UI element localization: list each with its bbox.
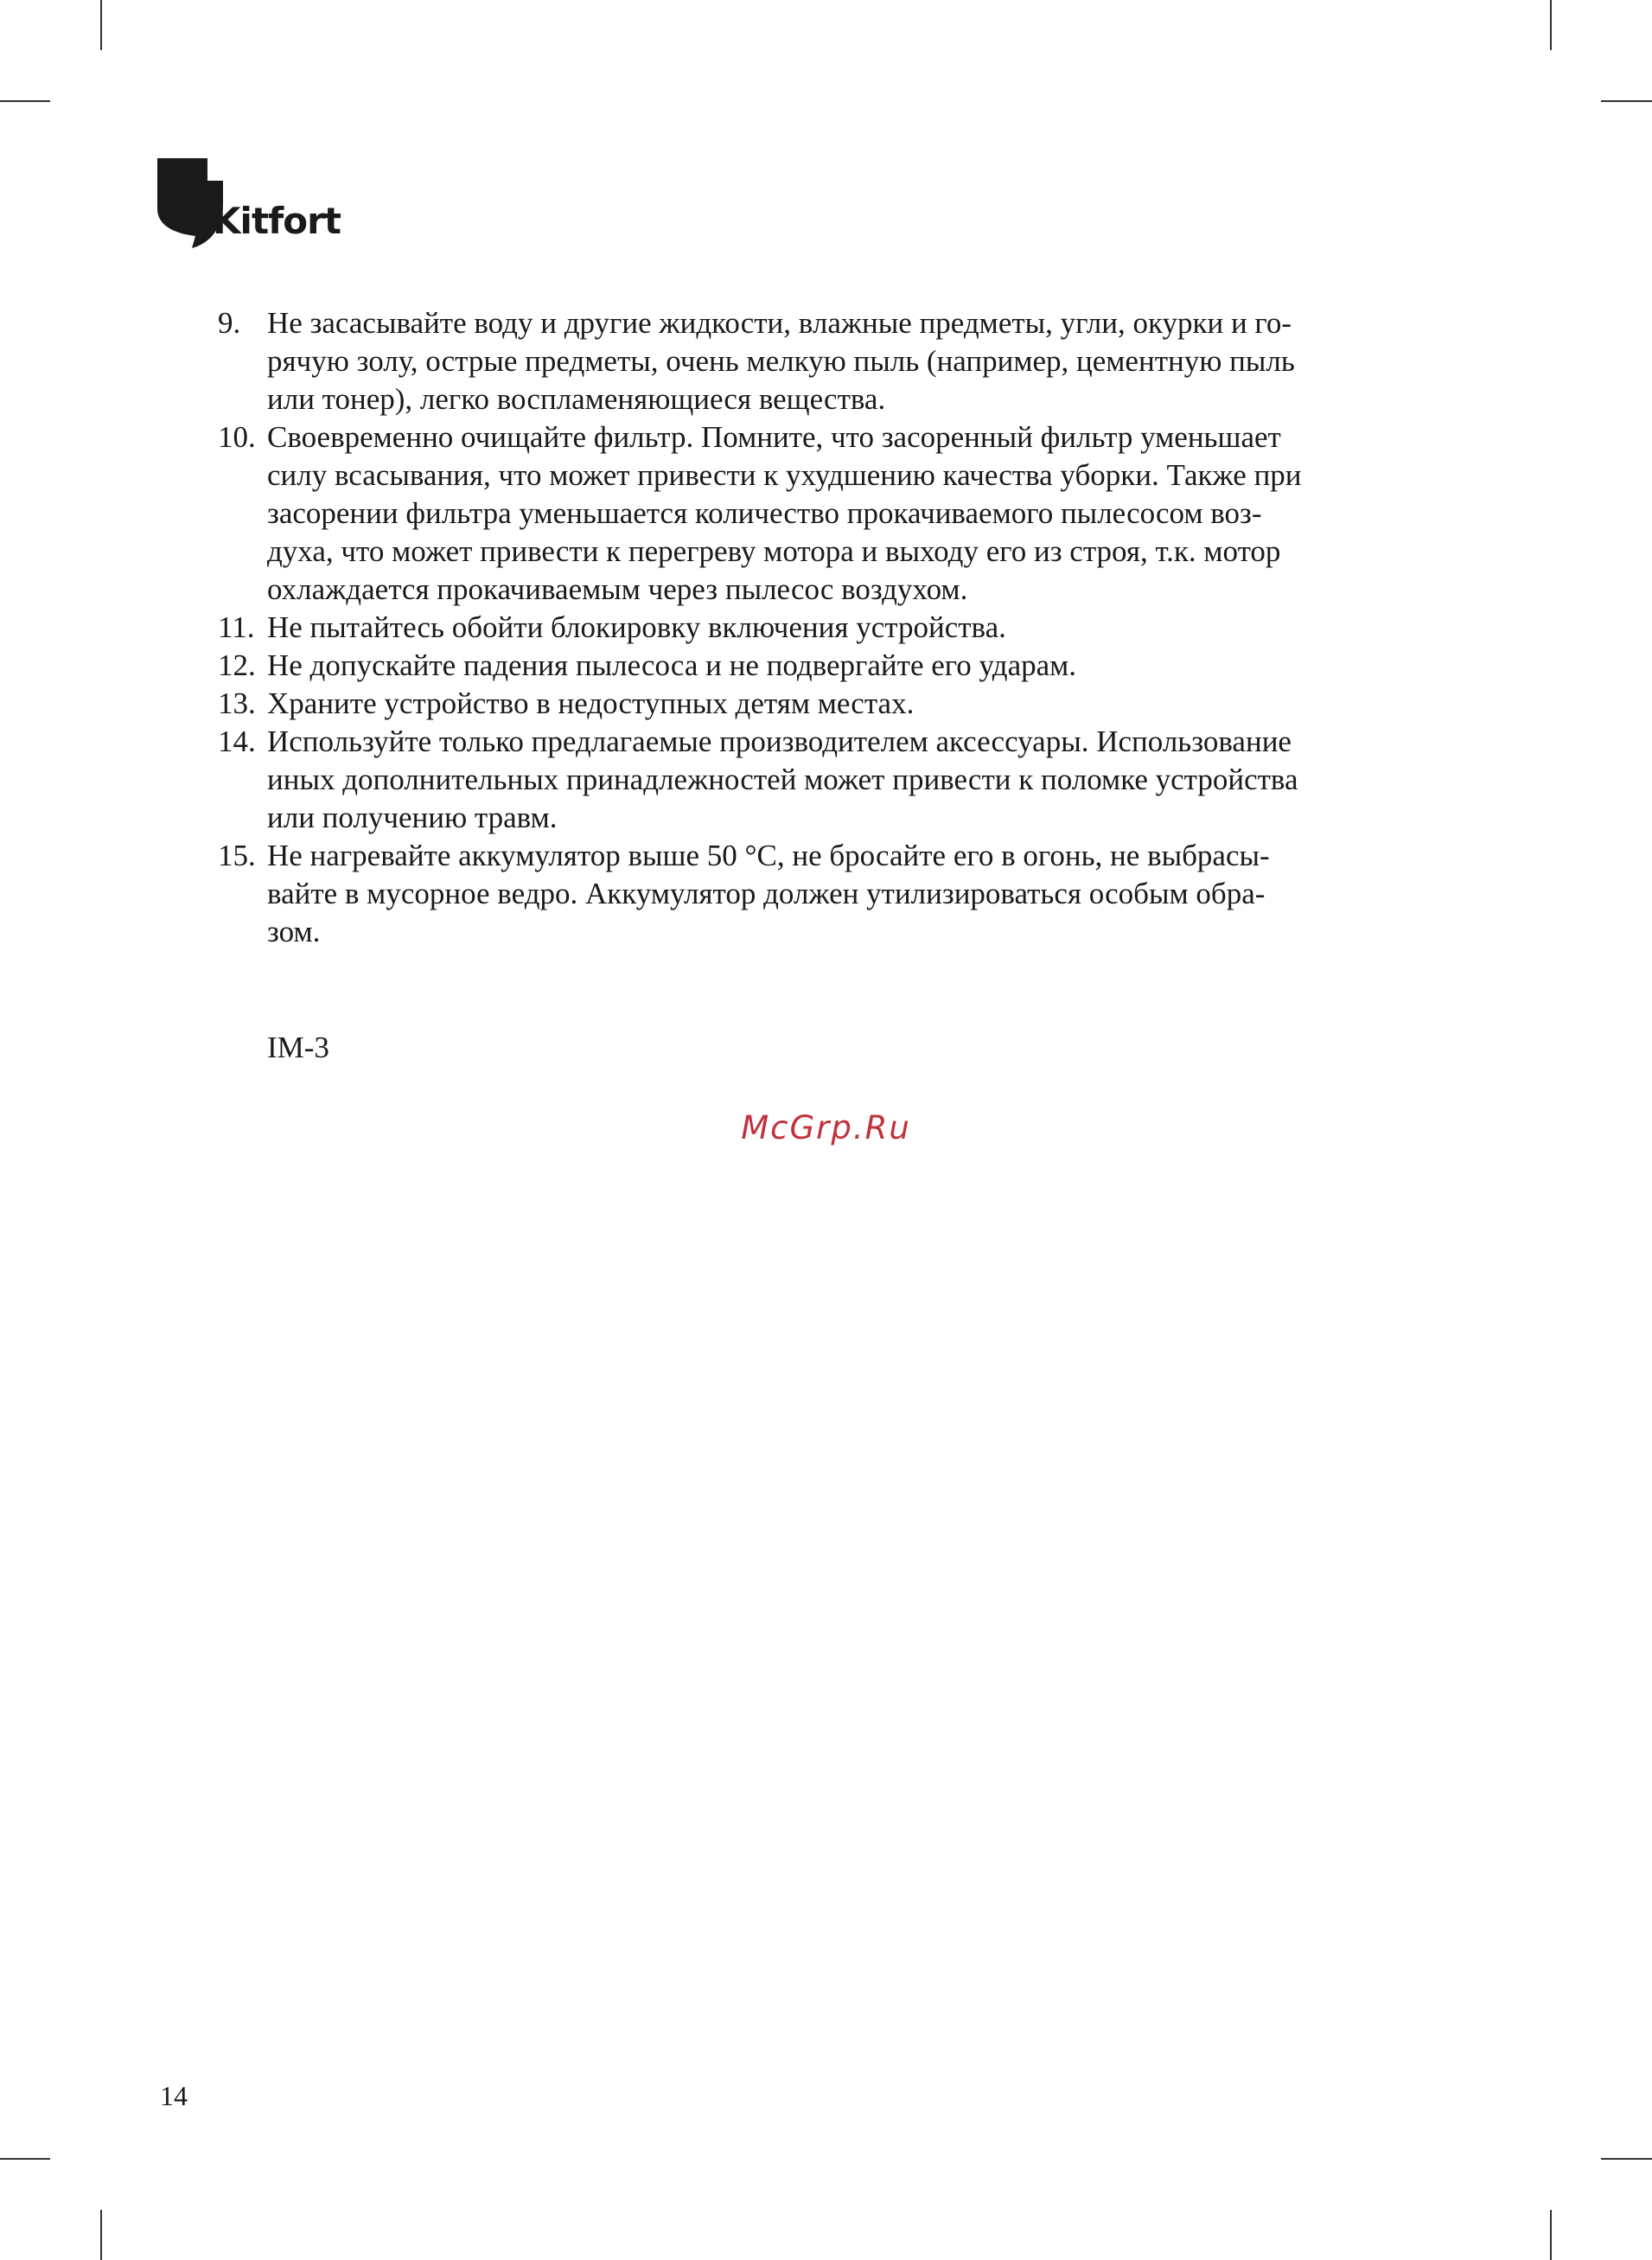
crop-mark-top-left-horizontal xyxy=(0,100,50,102)
list-item xyxy=(218,647,1454,685)
item-line: или получению травм. xyxy=(267,801,558,834)
list-item xyxy=(218,418,1454,609)
item-line: охлаждается прокачиваемым через пылесос воздухом. xyxy=(267,572,968,606)
list-item xyxy=(218,685,1454,723)
item-line: силу всасывания, что может привести к ухудшению качества уборки. Также при xyxy=(267,458,1302,492)
item-line: Не засасывайте воду и другие жидкости, влажные предметы, угли, окурки и го- xyxy=(267,306,1292,340)
item-line: зом. xyxy=(267,915,321,948)
item-number: 13. xyxy=(218,686,256,720)
watermark-link[interactable]: McGrp.Ru xyxy=(741,1109,911,1146)
item-line: духа, что может привести к перегреву мотора и выходу его из строя, т.к. мотор xyxy=(267,534,1281,568)
item-number: 14. xyxy=(218,725,256,758)
item-number: 9. xyxy=(218,306,241,340)
item-line: или тонер), легко воспламеняющиеся вещества. xyxy=(267,382,886,416)
document-code: IM-3 xyxy=(267,1031,329,1064)
crop-mark-bottom-right-vertical xyxy=(1550,2210,1552,2260)
item-number: 11. xyxy=(218,610,255,644)
page-number: 14 xyxy=(160,2080,188,2111)
item-line: Не нагревайте аккумулятор выше 50 °C, не бросайте его в огонь, не выбрасы- xyxy=(267,839,1270,872)
item-line: Не пытайтесь обойти блокировку включения устройства. xyxy=(267,610,1006,644)
crop-mark-top-right-vertical xyxy=(1550,0,1552,50)
crop-mark-top-left-vertical xyxy=(100,0,102,50)
safety-instructions-list xyxy=(218,304,1454,951)
item-number: 12. xyxy=(218,648,256,682)
item-line: вайте в мусорное ведро. Аккумулятор должен утилизироваться особым обра- xyxy=(267,877,1266,910)
item-line: Храните устройство в недоступных детям местах. xyxy=(267,686,915,720)
crop-mark-top-right-horizontal xyxy=(1601,100,1652,102)
list-item xyxy=(218,837,1454,951)
crop-mark-bottom-right-horizontal xyxy=(1601,2158,1652,2160)
crop-mark-bottom-left-vertical xyxy=(100,2210,102,2260)
item-line: рячую золу, острые предметы, очень мелкую пыль (например, цементную пыль xyxy=(267,344,1295,378)
item-line: иных дополнительных принадлежностей может привести к поломке устройства xyxy=(267,763,1298,796)
item-line: Своевременно очищайте фильтр. Помните, что засоренный фильтр уменьшает xyxy=(267,420,1281,454)
list-item xyxy=(218,723,1454,837)
list-item xyxy=(218,304,1454,418)
logo-wordmark: Kitfort xyxy=(213,200,341,242)
item-line: засорении фильтра уменьшается количество прокачиваемого пылесосом воз- xyxy=(267,496,1262,530)
item-number: 10. xyxy=(218,420,256,454)
item-line: Используйте только предлагаемые производителем аксессуары. Использование xyxy=(267,725,1292,758)
list-item xyxy=(218,609,1454,647)
item-number: 15. xyxy=(218,839,256,872)
item-line: Не допускайте падения пылесоса и не подвергайте его ударам. xyxy=(267,648,1077,682)
crop-mark-bottom-left-horizontal xyxy=(0,2158,50,2160)
kitfort-logo xyxy=(157,158,365,253)
